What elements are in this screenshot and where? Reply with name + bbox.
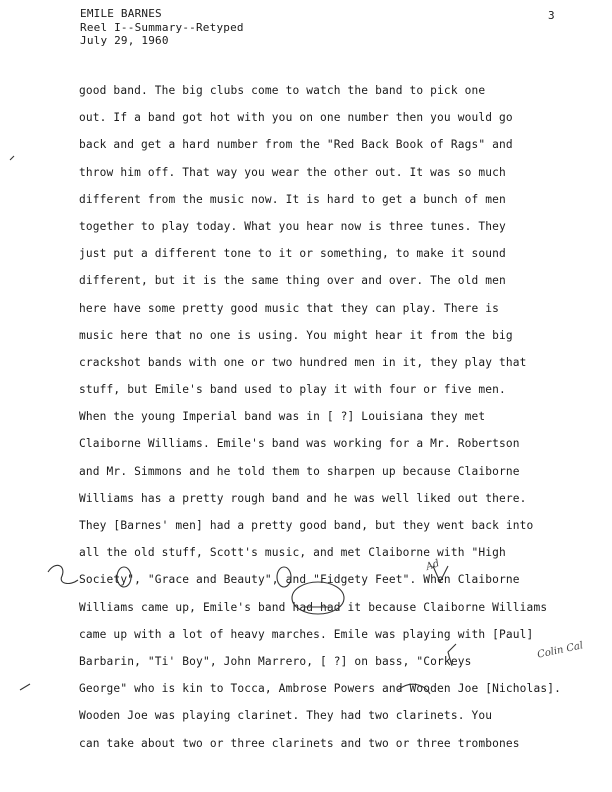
text-line: Barbarin, "Ti' Boy", John Marrero, [ ?] on bass, "Corkeys (79, 654, 472, 668)
text-line: Williams has a pretty rough band and he was well liked out there. (79, 491, 527, 505)
margin-squiggle-mark (48, 565, 78, 583)
text-line: and Mr. Simmons and he told them to sharpen up because Claiborne (79, 464, 520, 478)
text-line: Claiborne Williams. Emile's band was working for a Mr. Robertson (79, 437, 520, 451)
text-line: crackshot bands with one or two hundred men in it, they play that (79, 355, 527, 369)
text-line: When the young Imperial band was in [ ?] Louisiana they met (79, 410, 486, 424)
text-line: They [Barnes' men] had a pretty good band, but they went back into (79, 519, 534, 532)
interviewee-name: EMILE BARNES (80, 7, 162, 20)
text-line: just put a different tone to it or something, to make it sound (79, 247, 506, 261)
margin-handwritten-note: Colin Cal (536, 640, 585, 661)
text-line: out. If a band got hot with you on one number then you would go (79, 111, 513, 125)
inline-handwritten-note: Ad (424, 558, 442, 573)
margin-tick-mark (20, 684, 30, 690)
page-number: 3 (548, 9, 555, 22)
text-line: different, but it is the same thing over and over. The old men (79, 274, 506, 288)
margin-tick-mark (10, 156, 14, 160)
text-line: Society", "Grace and Beauty", and "Fidgety Feet". When Claiborne (79, 573, 520, 587)
transcript-body (79, 77, 559, 757)
text-line: Williams came up, Emile's band had had it because Claiborne Williams (79, 600, 548, 614)
text-line: Wooden Joe was playing clarinet. They had two clarinets. You (79, 709, 493, 723)
text-line: George" who is kin to Tocca, Ambrose Powers and Wooden Joe [Nicholas]. (79, 682, 561, 696)
reel-info: Reel I--Summary--Retyped (80, 20, 244, 34)
text-line: all the old stuff, Scott's music, and met Claiborne with "High (79, 546, 506, 560)
document-header (80, 7, 244, 48)
text-line: back and get a hard number from the "Red Back Book of Rags" and (79, 138, 513, 152)
text-line: stuff, but Emile's band used to play it with four or five men. (79, 383, 506, 397)
text-line: here have some pretty good music that they can play. There is (79, 301, 500, 315)
text-line: good band. The big clubs come to watch the band to pick one (79, 84, 486, 97)
text-line: different from the music now. It is hard to get a bunch of men (79, 192, 506, 206)
interview-date: July 29, 1960 (80, 34, 169, 47)
text-line: music here that no one is using. You might hear it from the big (79, 328, 513, 342)
text-line: can take about two or three clarinets and two or three trombones (79, 736, 520, 750)
text-line: together to play today. What you hear now is three tunes. They (79, 219, 506, 233)
text-line: throw him off. That way you wear the other out. It was so much (79, 165, 506, 179)
text-line: came up with a lot of heavy marches. Emile was playing with [Paul] (79, 627, 534, 641)
